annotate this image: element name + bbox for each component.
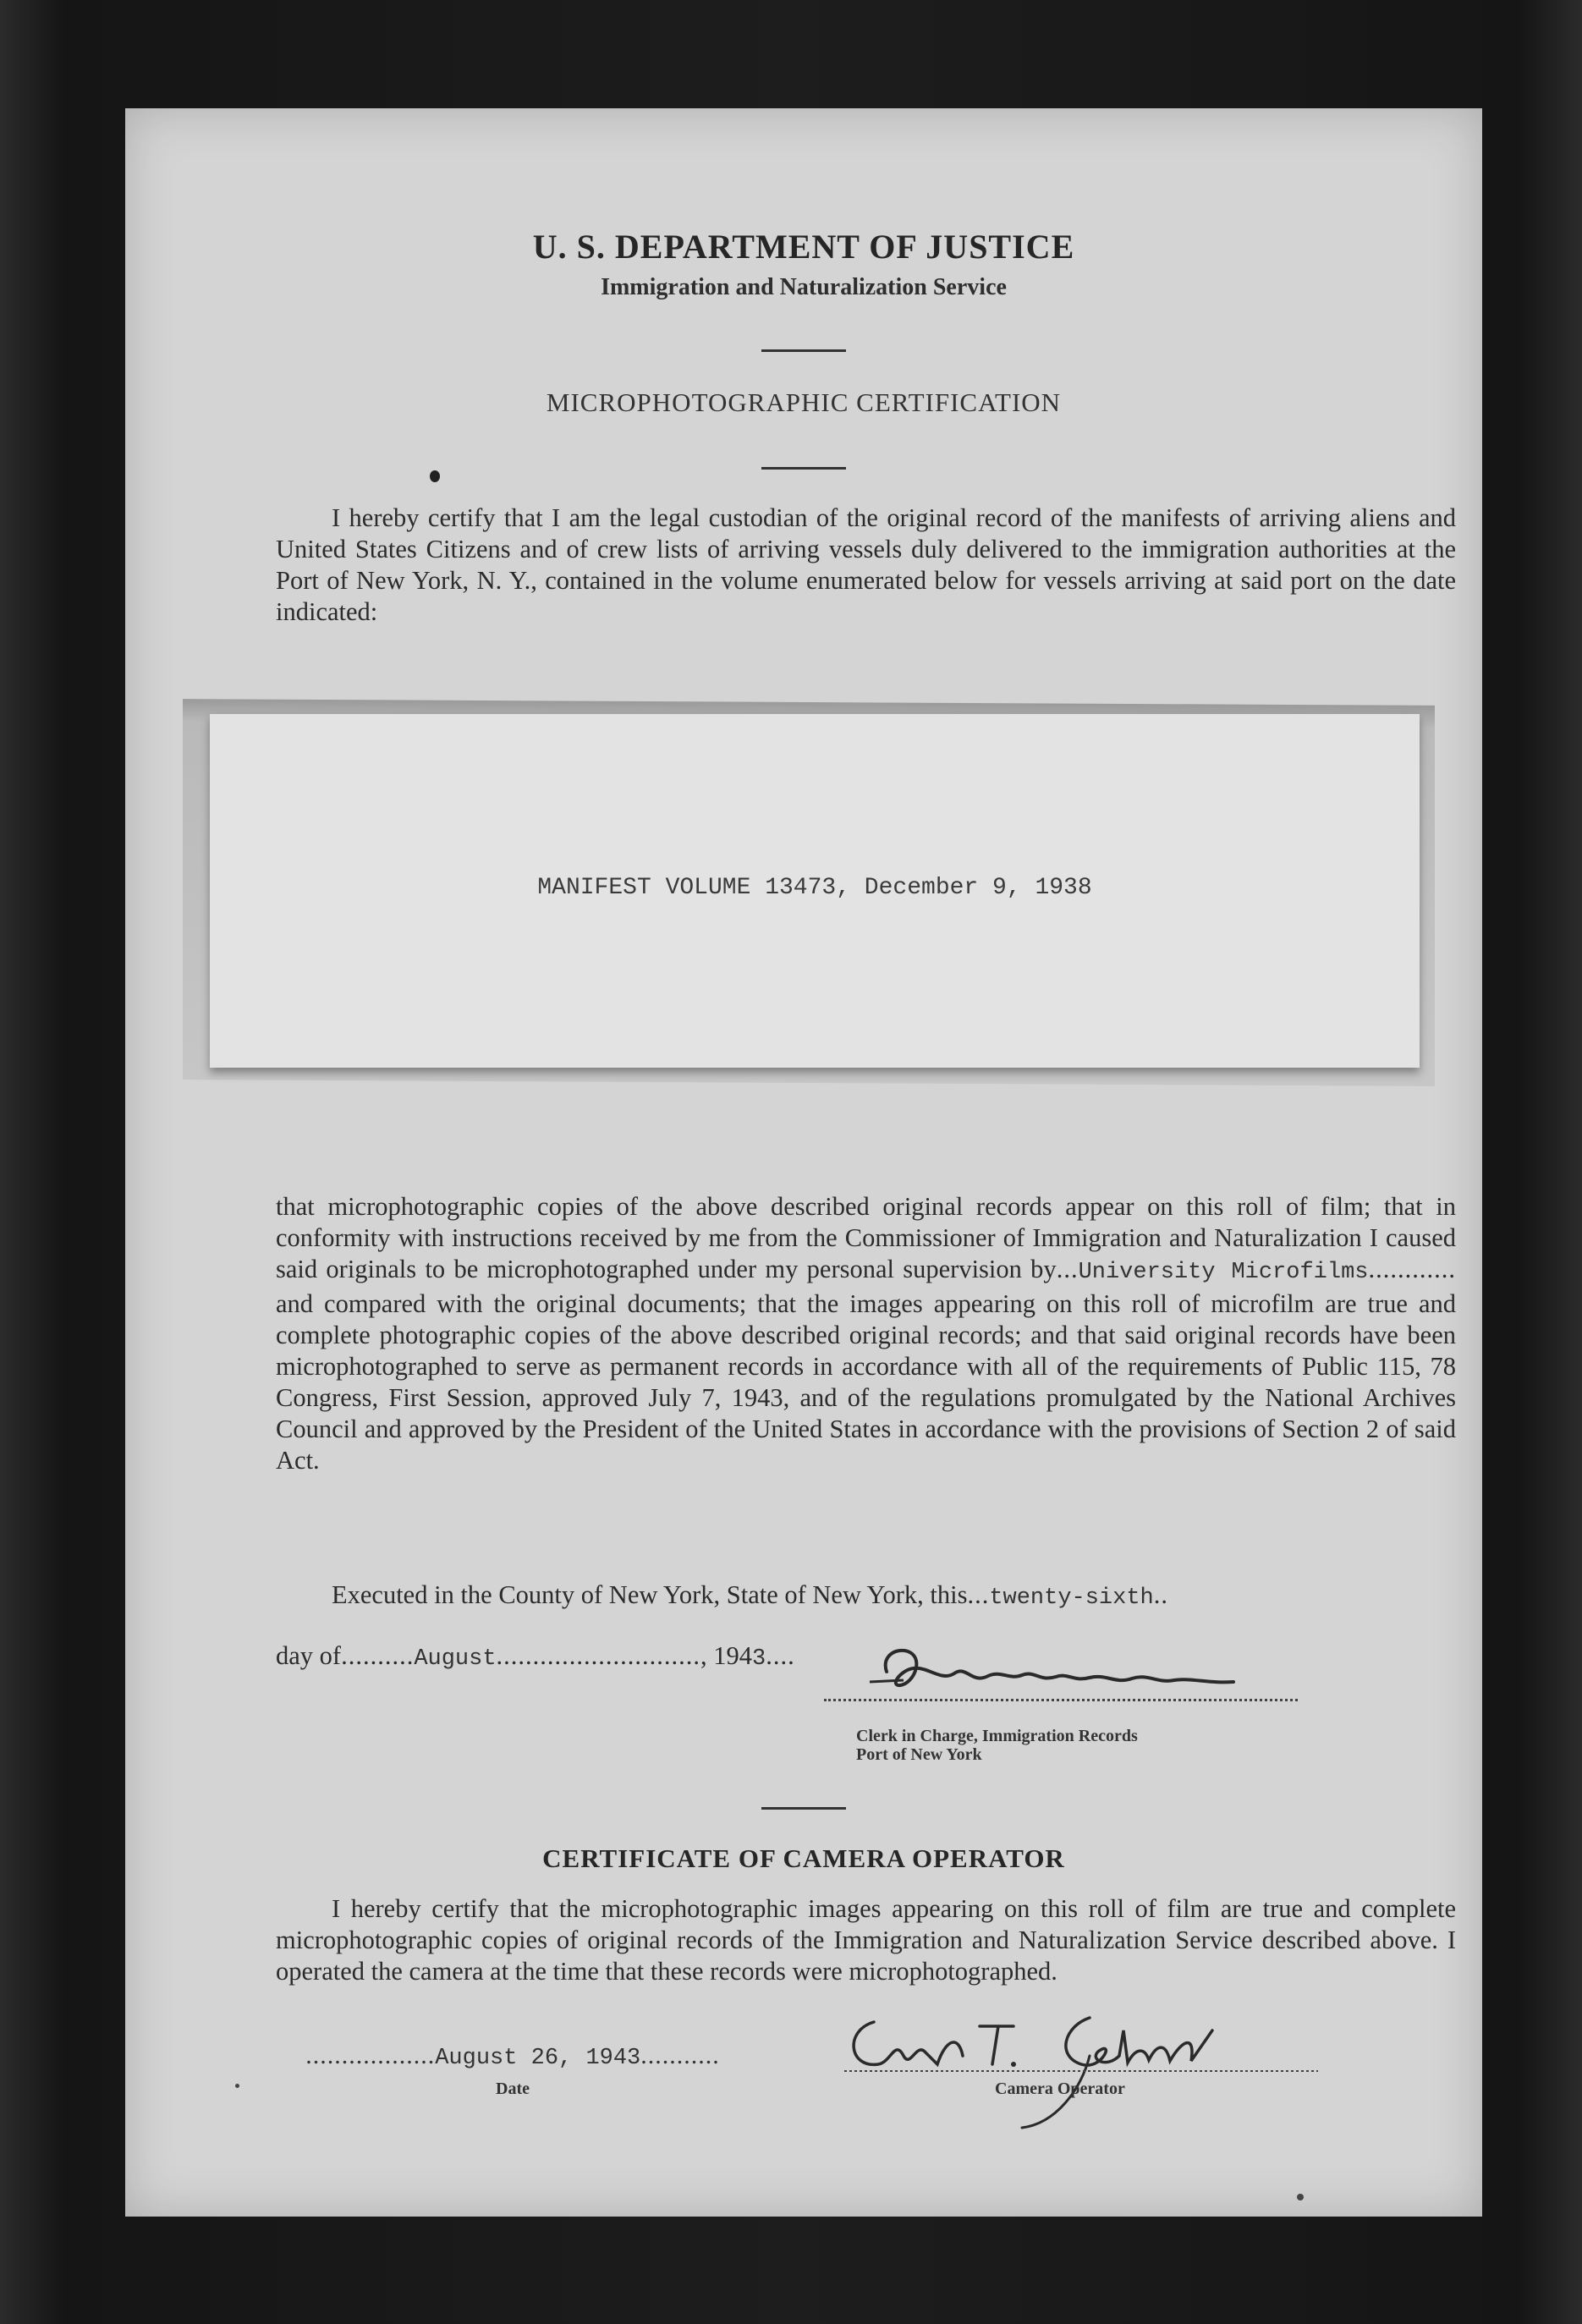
clerk-signature: [853, 1638, 1301, 1697]
year-digit-value: 3: [752, 1646, 766, 1672]
camera-operator-signature: [810, 2005, 1352, 2132]
camera-operator-heading: CERTIFICATE OF CAMERA OPERATOR: [542, 1843, 1065, 1873]
body-part-1: that microphotographic copies of the above described original records appear on this roll of film; that in conformity with instructions received by me from the Commissioner of Immigration and Naturalization I caused said originals to be microphotographed under my personal supervision by: [276, 1192, 1456, 1283]
execution-prefix: Executed in the County of New York, State of New York, this: [332, 1580, 968, 1609]
dotted-leader: ...: [1056, 1255, 1079, 1283]
clerk-signature-line: [824, 1699, 1298, 1701]
manifest-volume-text: MANIFEST VOLUME 13473, December 9, 1938: [537, 875, 1092, 901]
execution-line: [276, 1580, 1456, 1614]
camera-operator-label: Camera Operator: [995, 2080, 1125, 2098]
body-part-2: and compared with the original documents; that the images appearing on this roll of microfilm are true and complete photographic copies of the above described original records; and that said original records have been microphotographed to serve as permanent records in accordance with all of the requirements of Public 115, 78 Congress, First Session, approved July 7, 1943, and of the regulations promulgated by the National Archives Council and approved by the President of the United States in accordance with the provisions of Section 2 of said Act.: [276, 1289, 1456, 1475]
certification-body: [276, 1191, 1456, 1476]
dotted-leader: ..................: [305, 2041, 436, 2069]
operator-date-line: [276, 2041, 750, 2071]
service-subheading: Immigration and Naturalization Service: [601, 274, 1007, 300]
clerk-title-line-1: Clerk in Charge, Immigration Records: [856, 1727, 1138, 1745]
certificate-sheet: [125, 108, 1482, 2217]
dotted-leader: ............: [1368, 1255, 1456, 1283]
divider-rule: [761, 467, 846, 470]
clerk-title-line-2: Port of New York: [856, 1745, 982, 1764]
execution-month-value: August: [414, 1646, 497, 1672]
certification-title: MICROPHOTOGRAPHIC CERTIFICATION: [546, 387, 1062, 417]
dotted-leader: ..: [1153, 1580, 1168, 1609]
divider-rule: [761, 1807, 846, 1810]
dotted-leader: ..........: [341, 1641, 415, 1670]
ink-dot: [430, 470, 440, 482]
intro-paragraph: I hereby certify that I am the legal custodian of the original record of the manifests of arriving aliens and United States Citizens and of crew lists of arriving vessels duly delivered to the immigration authorities at the Port of New York, N. Y., contained in the volume enumerated below for vessels arriving at said port on the date indicated:: [276, 503, 1456, 626]
operator-date-value: August 26, 1943: [435, 2046, 641, 2071]
dotted-leader: ............................: [496, 1641, 701, 1670]
dotted-leader: ....: [766, 1641, 795, 1670]
dotted-leader: ...: [967, 1580, 990, 1609]
year-prefix: , 194: [700, 1641, 753, 1670]
dotted-leader: ...........: [640, 2041, 720, 2069]
film-speck: [235, 2084, 239, 2088]
department-heading: U. S. DEPARTMENT OF JUSTICE: [532, 228, 1075, 266]
day-of-label: day of: [276, 1641, 342, 1670]
day-of-line: [276, 1641, 885, 1672]
execution-day-value: twenty-sixth: [989, 1585, 1154, 1611]
photographer-value: University Microfilms: [1078, 1260, 1369, 1285]
date-label: Date: [496, 2080, 530, 2098]
divider-rule: [761, 349, 846, 352]
film-speck: [1297, 2194, 1304, 2200]
manifest-slip: [210, 714, 1420, 1068]
camera-operator-paragraph: I hereby certify that the microphotographic images appearing on this roll of film are true and complete microphotographic copies of original records of the Immigration and Naturalization Service described above. I operated the camera at the time that these records were microphotographed.: [276, 1894, 1456, 1986]
clerk-title: [856, 1727, 1138, 1764]
